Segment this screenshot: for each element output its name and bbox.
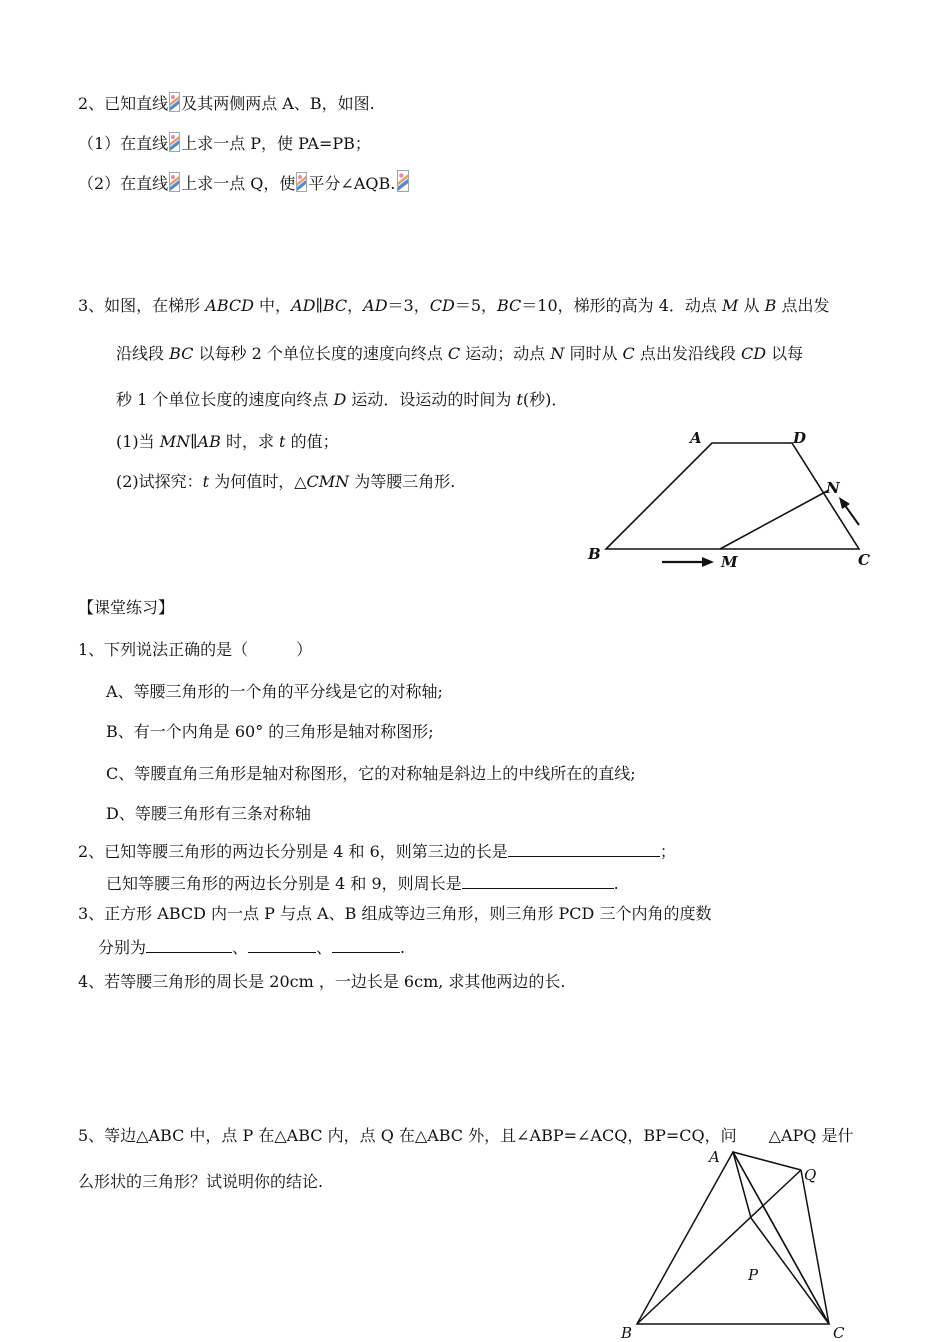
label-a: A [690,429,702,447]
practice-q1-option-c: C、等腰直角三角形是轴对称图形，它的对称轴是斜边上的中线所在的直线; [106,764,636,783]
q2-part2-mid1: 上求一点 Q，使 [181,174,296,193]
punct: . [400,938,406,957]
practice-q1-option-a: A、等腰三角形的一个角的平分线是它的对称轴; [106,682,443,701]
q2-line1-pre: 2、已知直线 [78,94,169,113]
q3-math: CD [740,344,767,363]
practice-q3-line1: 3、正方形 ABCD 内一点 P 与点 A、B 组成等边三角形，则三角形 PCD 三个内角的度数 [78,904,712,923]
q3-math: AD∥BC [291,296,348,315]
broken-image-icon [296,172,307,192]
q3-math: D [333,390,347,409]
q3-text: 沿线段 [116,344,170,363]
answer-blank[interactable] [508,840,660,857]
practice-q2-line2 [106,872,619,894]
q3-math: B [764,296,777,315]
label-m: M [721,553,738,571]
punct: 、 [316,938,333,957]
q3-math: t [202,472,210,491]
q3-text: (2)试探究： [116,472,203,491]
practice-q4: 4、若等腰三角形的周长是 20cm ，一边长是 6cm, 求其他两边的长. [78,972,566,991]
q2-part1-post: 上求一点 P，使 PA=PB； [181,134,371,153]
q3-math: BC [497,296,522,315]
segment-pc [751,1218,829,1324]
trapezoid-figure [580,425,880,575]
practice-q2-text: 2、已知等腰三角形的两边长分别是 4 和 6，则第三边的长是 [78,842,508,861]
arrow-m [662,557,714,567]
practice-q5-line2: 么形状的三角形？试说明你的结论. [78,1172,324,1191]
practice-q1-option-b: B、有一个内角是 60° 的三角形是轴对称图形; [106,722,434,741]
answer-blank[interactable] [332,936,400,953]
label-a: A [709,1148,720,1166]
q3-math: M [722,296,739,315]
q2-part2-mid2: 平分∠AQB. [308,174,396,193]
answer-blank[interactable] [462,872,614,889]
q3-text: 3、如图，在梯形 [78,296,206,315]
segment-aq [733,1152,801,1170]
q3-math: C [622,344,635,363]
broken-image-icon [169,92,180,112]
q3-text: 中， [253,296,292,315]
q3-text: 点出发沿线段 [634,344,741,363]
q3-math: t [279,432,286,451]
q3-text: ＝3， [387,296,430,315]
label-n: N [826,479,840,497]
broken-image-icon [169,132,180,152]
label-c: C [833,1324,845,1342]
label-q: Q [804,1166,817,1184]
q3-text: (秒)． [522,390,568,409]
q3-text: ＝10，梯形的高为 4．动点 [521,296,723,315]
answer-blank[interactable] [146,936,232,953]
q2-line1-post: 及其两侧两点 A、B，如图. [181,94,375,113]
q3-line1 [78,296,829,316]
q3-text: 以每秒 2 个单位长度的速度向终点 [193,344,448,363]
label-d: D [793,429,807,447]
label-c: C [858,551,870,569]
q3-text: 为何值时，△ [209,472,307,491]
q3-text: 的值； [285,432,339,451]
q3-text: 运动；动点 [460,344,551,363]
q3-text: 同时从 [564,344,623,363]
q3-text: 点出发 [776,296,830,315]
practice-q1-option-d: D、等腰三角形有三条对称轴 [106,804,311,823]
trapezoid-outline [606,443,859,549]
practice-q3-line2 [98,936,405,958]
q3-math: C [447,344,461,363]
segment-ap [733,1152,751,1218]
q2-part2 [78,170,411,194]
practice-q2-text: 已知等腰三角形的两边长分别是 4 和 9，则周长是 [106,874,462,893]
q3-line2 [116,344,803,364]
q2-part2-pre: （2）在直线 [78,174,169,193]
q3-sub1 [116,432,339,452]
q3-text: 秒 1 个单位长度的速度向终点 [116,390,334,409]
q3-text: 以每 [766,344,804,363]
broken-image-icon [169,172,180,192]
label-b: B [621,1324,633,1342]
q3-line3 [116,390,567,410]
label-p: P [748,1266,759,1284]
q2-part1-pre: （1）在直线 [78,134,169,153]
q3-text: 时，求 [220,432,280,451]
punct: ； [659,842,676,861]
q2-line1 [78,92,375,114]
q3-math: t [516,390,523,409]
q3-math: MN∥AB [159,432,221,451]
segment-bq [637,1170,801,1324]
label-b: B [588,545,601,563]
q3-text: (1)当 [116,432,160,451]
q3-math: BC [169,344,194,363]
q3-math: CD [429,296,455,315]
practice-heading: 【课堂练习】 [78,598,175,617]
practice-q3-text: 分别为 [98,938,147,957]
q3-text: 运动．设运动的时间为 [346,390,517,409]
triangle-figure [605,1142,865,1342]
q2-part1 [78,132,371,154]
q3-sub2 [116,472,455,492]
practice-q1: 1、下列说法正确的是（ ） [78,640,313,659]
answer-blank[interactable] [248,936,316,953]
practice-q5-line1: 5、等边△ABC 中，点 P 在△ABC 内，点 Q 在△ABC 外，且∠ABP=∠ACQ，BP=CQ，问 △APQ 是什 [78,1126,854,1145]
segment-qc [801,1170,829,1324]
triangle-abc [637,1152,829,1324]
q3-math: ABCD [205,296,254,315]
q3-math: AD [363,296,388,315]
q3-text: ， [347,296,364,315]
broken-image-icon [396,170,410,192]
practice-q2-line1 [78,840,676,862]
q3-text: 为等腰三角形. [349,472,456,491]
q3-math: CMN [306,472,350,491]
segment-mn [720,490,829,549]
punct: 、 [232,938,249,957]
q3-text: 从 [738,296,765,315]
q3-math: N [550,344,565,363]
punct: . [613,874,619,893]
q3-text: ＝5， [454,296,497,315]
